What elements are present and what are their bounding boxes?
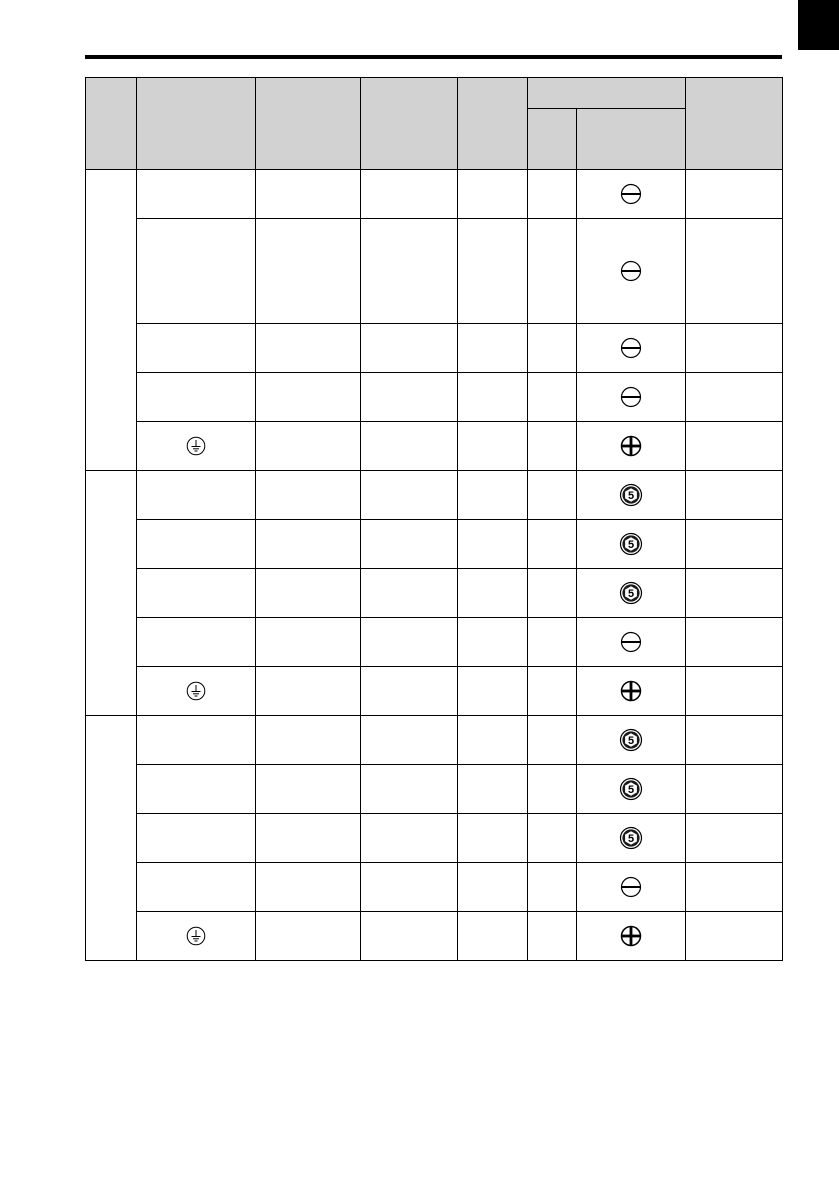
spec-cell-6: [528, 765, 577, 814]
spec-cell-6: [528, 373, 577, 422]
spec-cell-5: [458, 618, 528, 667]
header-group-cell: [528, 78, 686, 109]
screw-type-cell: [577, 863, 686, 912]
slotted-screw-icon: [620, 876, 642, 898]
hex-socket-5-icon: [619, 581, 643, 605]
spec-cell-8: [686, 471, 783, 520]
spec-cell-6: [528, 520, 577, 569]
screw-type-cell: [577, 667, 686, 716]
table-row: [86, 618, 783, 667]
header-rule: [85, 55, 782, 59]
screw-type-cell: [577, 471, 686, 520]
terminal-cell: [137, 324, 256, 373]
spec-cell-8: [686, 219, 783, 324]
phillips-screw-icon: [620, 925, 642, 947]
screw-type-cell: [577, 170, 686, 219]
screw-type-cell: [577, 569, 686, 618]
terminal-cell: [137, 912, 256, 961]
spec-cell-8: [686, 422, 783, 471]
spec-cell-5: [458, 765, 528, 814]
spec-cell-6: [528, 219, 577, 324]
spec-cell-6: [528, 716, 577, 765]
hex-socket-5-icon: [619, 826, 643, 850]
screw-type-cell: [577, 814, 686, 863]
chapter-tab-marker: [798, 0, 839, 50]
spec-cell-5: [458, 814, 528, 863]
screw-type-cell: [577, 520, 686, 569]
terminal-cell: [137, 814, 256, 863]
spec-cell-8: [686, 716, 783, 765]
screw-type-cell: [577, 618, 686, 667]
spec-cell-4: [361, 422, 458, 471]
spec-cell-6: [528, 912, 577, 961]
terminal-cell: [137, 170, 256, 219]
spec-cell-8: [686, 765, 783, 814]
spec-cell-3: [256, 765, 361, 814]
spec-cell-3: [256, 170, 361, 219]
spec-cell-5: [458, 520, 528, 569]
spec-cell-6: [528, 618, 577, 667]
spec-cell-4: [361, 716, 458, 765]
svg-text:5: 5: [627, 833, 635, 845]
terminal-cell: [137, 618, 256, 667]
header-cell-1: [86, 78, 137, 170]
hex-socket-5-icon: [619, 483, 643, 507]
table-row: [86, 814, 783, 863]
spec-cell-4: [361, 618, 458, 667]
phillips-screw-icon: [620, 680, 642, 702]
spec-cell-4: [361, 471, 458, 520]
table-row: [86, 667, 783, 716]
table-row: [86, 569, 783, 618]
spec-cell-8: [686, 373, 783, 422]
spec-cell-4: [361, 219, 458, 324]
spec-cell-3: [256, 667, 361, 716]
table-row: [86, 471, 783, 520]
terminal-cell: [137, 373, 256, 422]
hex-socket-5-icon: [619, 777, 643, 801]
table-row: [86, 219, 783, 324]
spec-cell-3: [256, 569, 361, 618]
header-subcell-1: [528, 109, 577, 170]
spec-cell-3: [256, 863, 361, 912]
slotted-screw-icon: [620, 260, 642, 282]
spec-cell-6: [528, 667, 577, 716]
spec-cell-6: [528, 324, 577, 373]
spec-cell-5: [458, 471, 528, 520]
header-cell-4: [361, 78, 458, 170]
spec-cell-5: [458, 863, 528, 912]
svg-text:5: 5: [627, 784, 635, 796]
table-row: [86, 765, 783, 814]
group-label-cell: [86, 170, 137, 471]
spec-cell-6: [528, 814, 577, 863]
spec-cell-4: [361, 814, 458, 863]
spec-cell-3: [256, 471, 361, 520]
spec-cell-6: [528, 569, 577, 618]
spec-cell-4: [361, 863, 458, 912]
spec-cell-8: [686, 863, 783, 912]
ground-terminal-icon: [186, 681, 206, 701]
screw-type-cell: [577, 219, 686, 324]
table-row: [86, 373, 783, 422]
spec-cell-6: [528, 863, 577, 912]
table-row: [86, 520, 783, 569]
spec-cell-5: [458, 667, 528, 716]
spec-cell-6: [528, 170, 577, 219]
hex-socket-5-icon: [619, 728, 643, 752]
slotted-screw-icon: [620, 631, 642, 653]
spec-cell-3: [256, 618, 361, 667]
terminal-cell: [137, 520, 256, 569]
spec-cell-3: [256, 814, 361, 863]
spec-cell-8: [686, 520, 783, 569]
slotted-screw-icon: [620, 183, 642, 205]
spec-cell-3: [256, 520, 361, 569]
ground-terminal-icon: [186, 926, 206, 946]
spec-cell-5: [458, 324, 528, 373]
terminal-cell: [137, 471, 256, 520]
spec-cell-8: [686, 569, 783, 618]
spec-cell-3: [256, 324, 361, 373]
terminal-cell: [137, 863, 256, 912]
spec-cell-8: [686, 324, 783, 373]
header-cell-5: [458, 78, 528, 170]
terminal-cell: [137, 716, 256, 765]
terminal-spec-table: [85, 77, 783, 961]
table-header: [86, 78, 783, 170]
spec-cell-6: [528, 471, 577, 520]
spec-cell-5: [458, 170, 528, 219]
slotted-screw-icon: [620, 386, 642, 408]
spec-cell-5: [458, 912, 528, 961]
header-cell-2: [137, 78, 256, 170]
screw-type-cell: [577, 912, 686, 961]
spec-cell-4: [361, 520, 458, 569]
spec-cell-8: [686, 667, 783, 716]
spec-cell-5: [458, 373, 528, 422]
svg-text:5: 5: [627, 735, 635, 747]
spec-cell-4: [361, 765, 458, 814]
terminal-cell: [137, 219, 256, 324]
spec-cell-4: [361, 373, 458, 422]
spec-cell-5: [458, 569, 528, 618]
table-row: [86, 324, 783, 373]
screw-type-cell: [577, 716, 686, 765]
spec-cell-8: [686, 912, 783, 961]
group-label-cell: [86, 716, 137, 961]
spec-cell-8: [686, 170, 783, 219]
spec-cell-3: [256, 716, 361, 765]
ground-terminal-icon: [186, 436, 206, 456]
screw-type-cell: [577, 422, 686, 471]
header-cell-8: [686, 78, 783, 170]
table-row: [86, 716, 783, 765]
group-label-cell: [86, 471, 137, 716]
slotted-screw-icon: [620, 337, 642, 359]
spec-cell-3: [256, 373, 361, 422]
spec-cell-5: [458, 422, 528, 471]
screw-type-cell: [577, 324, 686, 373]
terminal-cell: [137, 569, 256, 618]
spec-cell-3: [256, 219, 361, 324]
spec-cell-5: [458, 219, 528, 324]
spec-cell-3: [256, 912, 361, 961]
terminal-cell: [137, 667, 256, 716]
spec-cell-4: [361, 324, 458, 373]
spec-cell-8: [686, 618, 783, 667]
header-cell-3: [256, 78, 361, 170]
header-subcell-2: [577, 109, 686, 170]
svg-text:5: 5: [627, 588, 635, 600]
table-row: [86, 170, 783, 219]
spec-cell-8: [686, 814, 783, 863]
spec-cell-4: [361, 912, 458, 961]
terminal-cell: [137, 765, 256, 814]
spec-cell-6: [528, 422, 577, 471]
phillips-screw-icon: [620, 435, 642, 457]
table-row: [86, 422, 783, 471]
svg-text:5: 5: [627, 539, 635, 551]
table-row: [86, 863, 783, 912]
screw-type-cell: [577, 373, 686, 422]
svg-text:5: 5: [627, 490, 635, 502]
terminal-cell: [137, 422, 256, 471]
spec-cell-4: [361, 569, 458, 618]
hex-socket-5-icon: [619, 532, 643, 556]
spec-cell-4: [361, 667, 458, 716]
table-body: [86, 170, 783, 961]
spec-cell-3: [256, 422, 361, 471]
spec-cell-4: [361, 170, 458, 219]
screw-type-cell: [577, 765, 686, 814]
table-row: [86, 912, 783, 961]
spec-cell-5: [458, 716, 528, 765]
